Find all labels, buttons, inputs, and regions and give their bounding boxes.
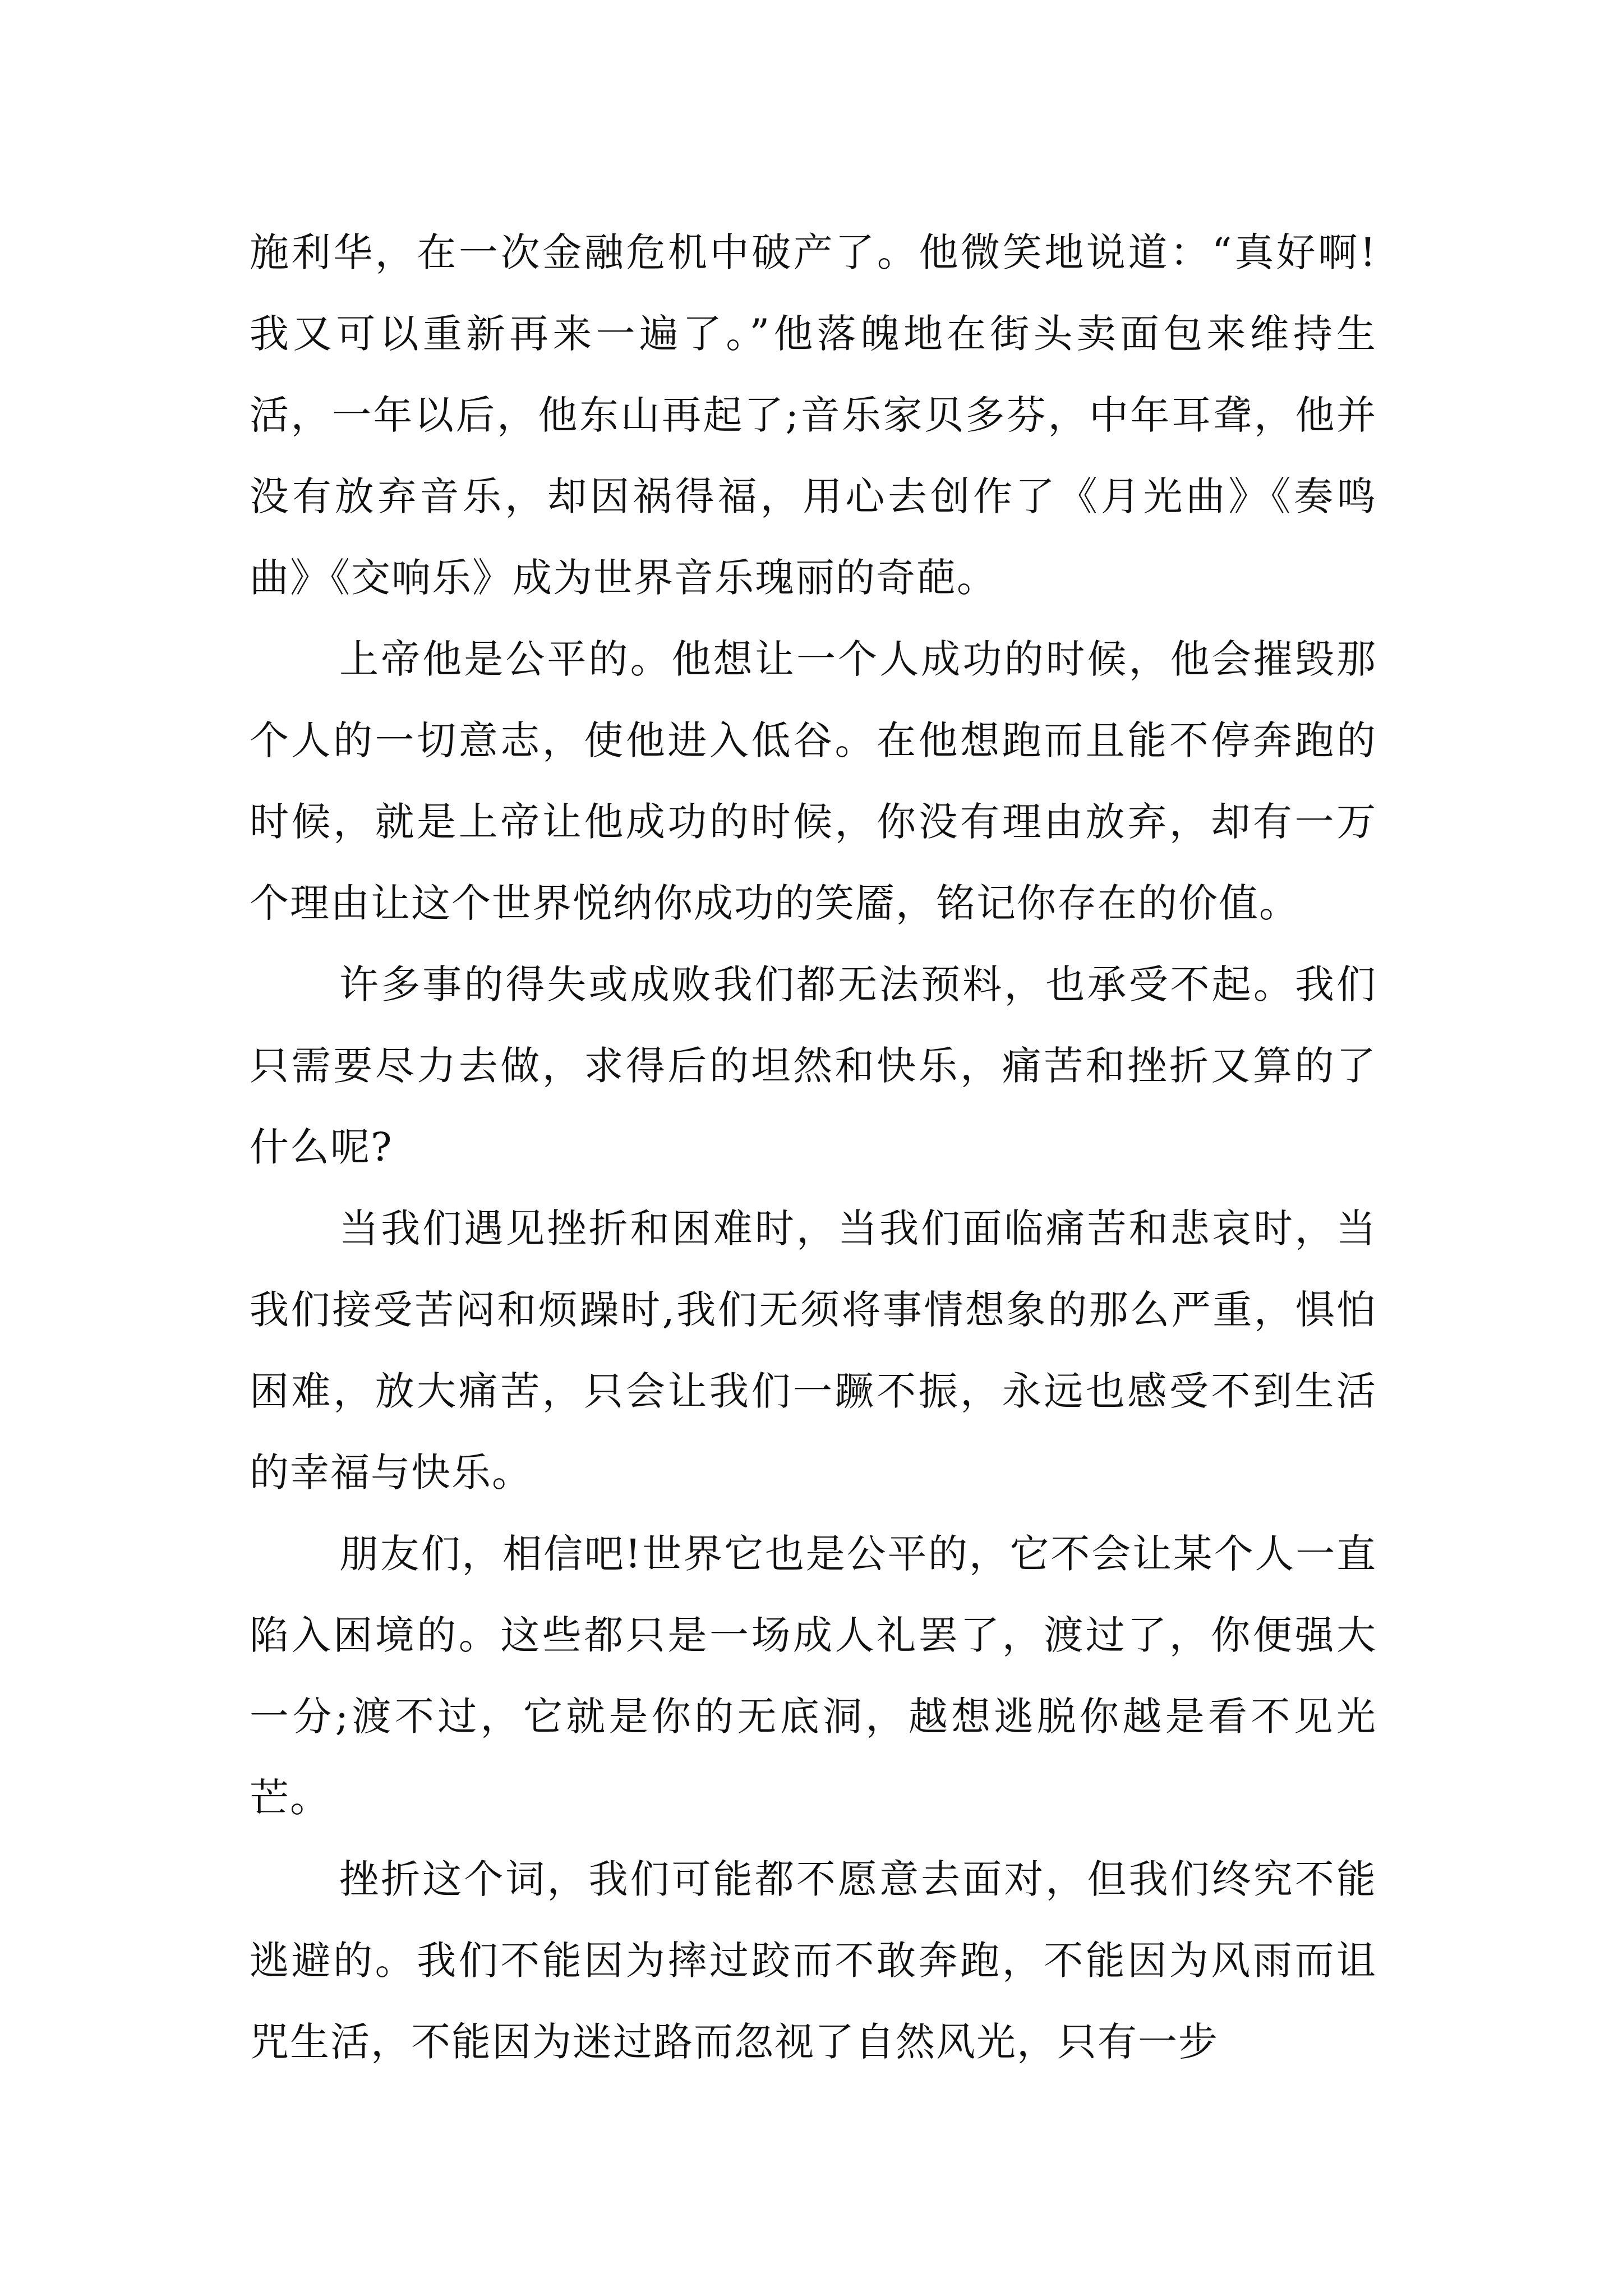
document-body: [250, 212, 1377, 2083]
paragraph-2: 上帝他是公平的。他想让一个人成功的时候，他会摧毁那个人的一切意志，使他进入低谷。在他想跑而且能不停奔跑的时候，就是上帝让他成功的时候，你没有理由放弃，却有一万个理由让这个世界悦纳你成功的笑靥，铭记你存在的价值。: [250, 636, 1377, 926]
paragraph-3: 许多事的得失或成败我们都无法预料，也承受不起。我们只需要尽力去做，求得后的坦然和快乐，痛苦和挫折又算的了什么呢?: [250, 961, 1377, 1170]
paragraph-4: 当我们遇见挫折和困难时，当我们面临痛苦和悲哀时，当我们接受苦闷和烦躁时,我们无须将事情想象的那么严重，惧怕困难，放大痛苦，只会让我们一蹶不振，永远也感受不到生活的幸福与快乐。: [250, 1205, 1377, 1496]
paragraph-1: 施利华，在一次金融危机中破产了。他微笑地说道：“真好啊!我又可以重新再来一遍了。”他落魄地在街头卖面包来维持生活，一年以后，他东山再起了;音乐家贝多芬，中年耳聋，他并没有放弃音乐，却因祸得福，用心去创作了《月光曲》《奏鸣曲》《交响乐》成为世界音乐瑰丽的奇葩。: [250, 229, 1377, 601]
paragraph-5: 朋友们，相信吧!世界它也是公平的，它不会让某个人一直陷入困境的。这些都只是一场成人礼罢了，渡过了，你便强大一分;渡不过，它就是你的无底洞，越想逃脱你越是看不见光芒。: [250, 1531, 1377, 1821]
paragraph-6: 挫折这个词，我们可能都不愿意去面对，但我们终究不能逃避的。我们不能因为摔过跤而不敢奔跑，不能因为风雨而诅咒生活，不能因为迷过路而忽视了自然风光，只有一步: [250, 1856, 1377, 2065]
